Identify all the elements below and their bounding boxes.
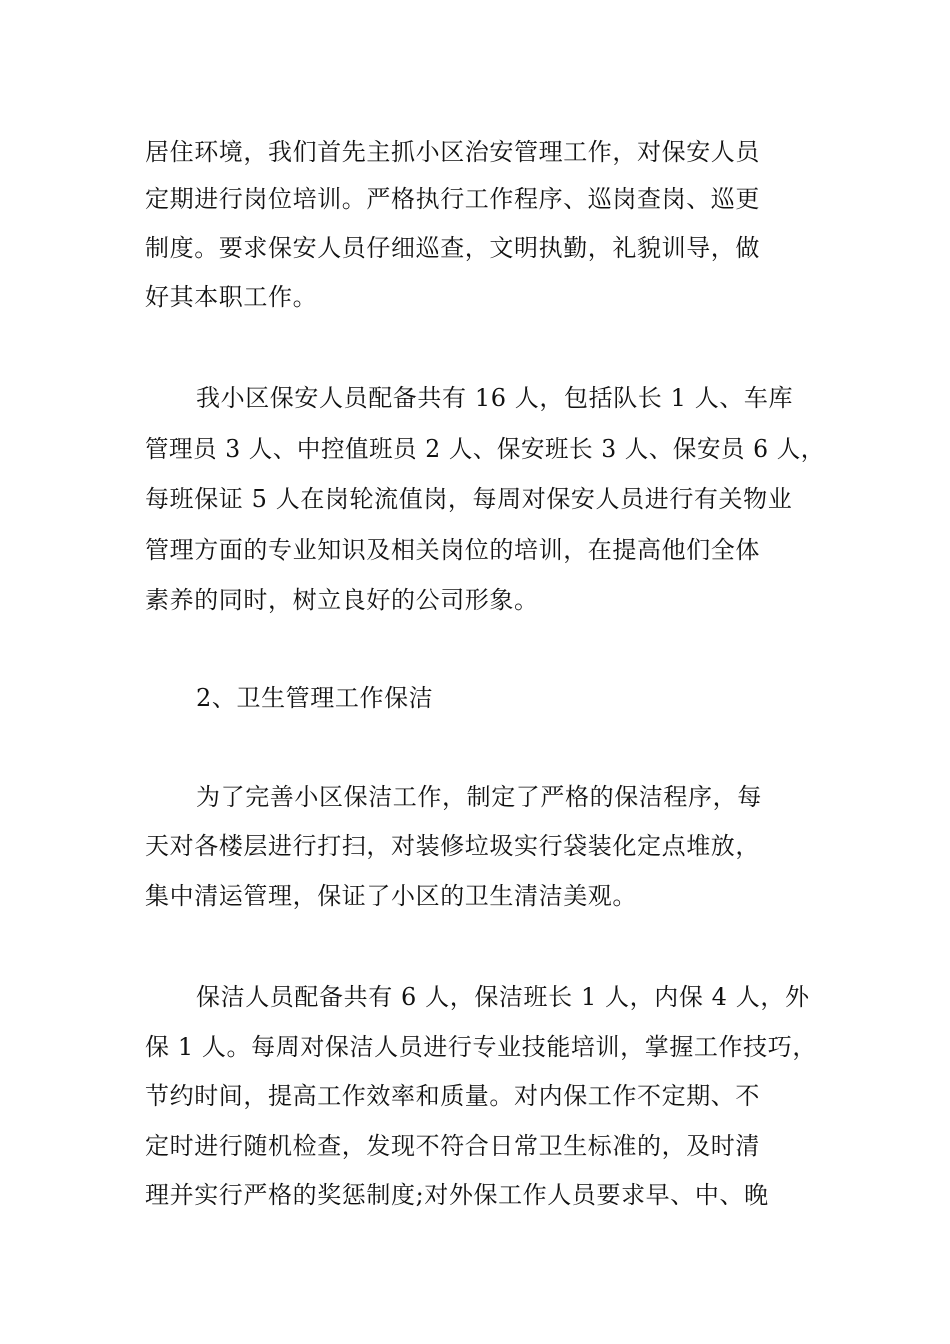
- paragraph-1-line-4: 好其本职工作。: [145, 283, 318, 311]
- paragraph-3-line-1: 为了完善小区保洁工作，制定了严格的保洁程序，每: [196, 783, 762, 811]
- paragraph-3-line-3: 集中清运管理，保证了小区的卫生清洁美观。: [145, 882, 637, 910]
- paragraph-2-line-2: 管理员 3 人、中控值班员 2 人、保安班长 3 人、保安员 6 人，: [145, 435, 825, 463]
- paragraph-4-line-5: 理并实行严格的奖惩制度;对外保工作人员要求早、中、晚: [145, 1181, 769, 1209]
- paragraph-3-line-2: 天对各楼层进行打扫，对装修垃圾实行袋装化定点堆放，: [145, 832, 760, 860]
- paragraph-4-line-4: 定时进行随机检查，发现不符合日常卫生标准的，及时清: [145, 1132, 760, 1160]
- paragraph-1-line-3: 制度。要求保安人员仔细巡查，文明执勤，礼貌训导，做: [145, 234, 760, 262]
- paragraph-4-line-3: 节约时间，提高工作效率和质量。对内保工作不定期、不: [145, 1082, 760, 1110]
- paragraph-1-line-2: 定期进行岗位培训。严格执行工作程序、巡岗查岗、巡更: [145, 185, 760, 213]
- paragraph-2-line-3: 每班保证 5 人在岗轮流值岗，每周对保安人员进行有关物业: [145, 485, 793, 513]
- section-heading: 2、卫生管理工作保洁: [196, 684, 434, 712]
- paragraph-4-line-1: 保洁人员配备共有 6 人，保洁班长 1 人，内保 4 人，外: [196, 983, 810, 1011]
- paragraph-2-line-5: 素养的同时，树立良好的公司形象。: [145, 586, 539, 614]
- paragraph-4-line-2: 保 1 人。每周对保洁人员进行专业技能培训，掌握工作技巧，: [145, 1033, 817, 1061]
- paragraph-2-line-4: 管理方面的专业知识及相关岗位的培训，在提高他们全体: [145, 536, 760, 564]
- paragraph-2-line-1: 我小区保安人员配备共有 16 人，包括队长 1 人、车库: [196, 384, 794, 412]
- paragraph-1-line-1: 居住环境，我们首先主抓小区治安管理工作，对保安人员: [145, 138, 760, 166]
